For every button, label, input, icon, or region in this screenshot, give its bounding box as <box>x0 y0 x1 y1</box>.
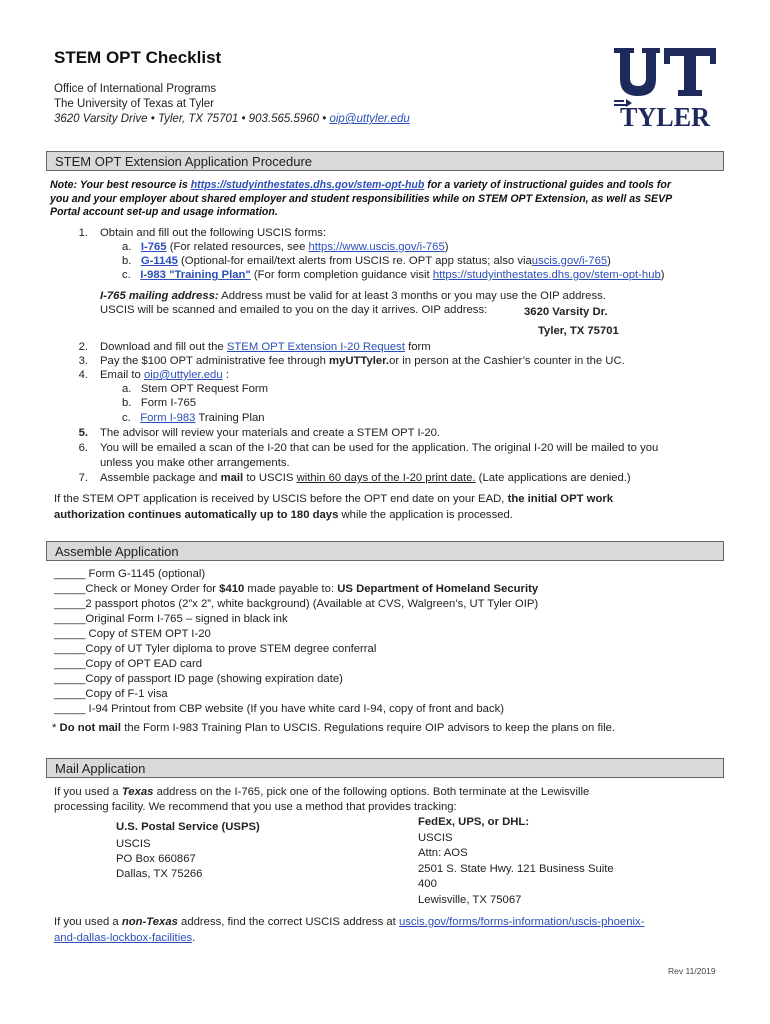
sub-letter: b. <box>122 397 132 409</box>
oip-email-link[interactable]: oip@uttyler.edu <box>143 369 223 381</box>
checklist-text: Copy of UT Tyler diploma to prove STEM degree conferral <box>85 643 377 655</box>
checklist-text: Copy of STEM OPT I-20 <box>85 628 211 640</box>
checklist-blank: _____ <box>54 658 86 670</box>
courier-line: 400 <box>418 878 437 890</box>
step-4-text <box>100 368 229 382</box>
sub-item-1c <box>122 268 665 282</box>
payee-name: US Department of Homeland Security <box>337 583 539 595</box>
checklist-text: Copy of OPT EAD card <box>85 658 202 670</box>
non-texas-line1 <box>54 915 644 929</box>
checklist-text: made payable to: <box>244 583 338 595</box>
sub-text: Stem OPT Request Form <box>140 383 269 395</box>
sub-letter: a. <box>122 383 132 395</box>
revision-date: Rev 11/2019 <box>668 966 716 976</box>
checklist-text: I-94 Printout from CBP website (If you have white card I-94, copy of front and back) <box>85 703 505 715</box>
office-info <box>54 82 410 127</box>
step-number: 5. <box>78 427 88 439</box>
checklist-blank: _____ <box>54 703 86 715</box>
step-number: 1. <box>78 227 88 239</box>
courier-title: FedEx, UPS, or DHL: <box>418 816 530 828</box>
warning-bold: Do not mail <box>56 722 122 734</box>
checklist-item <box>54 612 288 626</box>
checklist-text: Original Form I-765 – signed in black ink <box>85 613 288 625</box>
sub-text: (Optional-for email/text alerts from USCIS re. OPT app status; also via <box>177 255 532 267</box>
logo-tyler-text: TYLER <box>620 102 711 128</box>
checklist-blank: _____ <box>54 613 86 625</box>
section-header-assemble: Assemble Application <box>46 541 724 561</box>
mail-bold: mail <box>220 472 244 484</box>
step-number: 2. <box>78 341 88 353</box>
mailing-label: I-765 mailing address: <box>100 290 219 302</box>
checklist-item <box>54 702 504 716</box>
step-text: to USCIS <box>243 472 297 484</box>
checklist-item <box>54 627 211 641</box>
closing-text: while the application is processed. <box>338 509 513 521</box>
i20-request-link[interactable]: STEM OPT Extension I-20 Request <box>226 341 405 353</box>
checklist-item <box>54 582 538 596</box>
section-header-procedure: STEM OPT Extension Application Procedure <box>46 151 724 171</box>
uscis-i765-short-link[interactable]: uscis.gov/i-765 <box>531 255 608 267</box>
office-email-link[interactable]: oip@uttyler.edu <box>329 113 410 125</box>
i765-link[interactable]: I-765 <box>140 241 167 253</box>
asterisk: * <box>52 722 57 734</box>
stem-opt-hub-link[interactable]: https://studyinthestates.dhs.gov/stem-opt-hub <box>190 179 425 191</box>
sub-item-4a <box>122 382 268 396</box>
step-2-text <box>100 340 431 354</box>
step-number: 7. <box>78 472 88 484</box>
form-i983-link[interactable]: Form I-983 <box>140 412 196 424</box>
sub-text: Training Plan <box>195 412 265 424</box>
sub-letter: b. <box>122 255 132 267</box>
step-6-text-cont: unless you make other arrangements. <box>100 457 290 469</box>
non-texas-line2 <box>54 931 195 945</box>
closing-line2 <box>54 508 513 522</box>
usps-line: Dallas, TX 75266 <box>116 868 203 880</box>
stem-opt-hub-link-2[interactable]: https://studyinthestates.dhs.gov/stem-opt-hub <box>432 269 661 281</box>
step-text: Email to <box>100 369 144 381</box>
step-7-text <box>100 471 631 485</box>
checklist-item <box>54 642 376 656</box>
sub-letter: c. <box>122 269 131 281</box>
checklist-item <box>54 672 343 686</box>
sub-text: ) <box>607 255 611 267</box>
office-name: Office of International Programs <box>54 83 217 95</box>
note-text: Note: Your best resource is <box>50 179 191 191</box>
closing-text: If the STEM OPT application is received by USCIS before the OPT end date on your EAD, <box>54 493 508 505</box>
ut-tyler-logo <box>612 48 718 128</box>
texas-emphasis: Texas <box>121 786 154 798</box>
checklist-blank: _____ <box>54 628 86 640</box>
mail-intro-line2: processing facility. We recommend that you use a method that provides tracking: <box>54 801 457 813</box>
mailing-text: Address must be valid for at least 3 months or you may use the OIP address. <box>218 290 606 302</box>
checklist-item <box>54 597 538 611</box>
step-text: Assemble package and <box>100 472 221 484</box>
step-6-text: You will be emailed a scan of the I-20 that can be used for the application. The original I-20 will be mailed to you <box>100 442 659 454</box>
checklist-blank: _____ <box>54 583 86 595</box>
step-text: form <box>404 341 431 353</box>
sub-letter: a. <box>122 241 132 253</box>
step-text: or in person at the Cashier’s counter in the UC. <box>389 355 625 367</box>
step-3-text <box>100 354 625 368</box>
checklist-blank: _____ <box>54 643 86 655</box>
g1145-link[interactable]: G-1145 <box>140 255 178 267</box>
step-number: 3. <box>78 355 88 367</box>
step-number: 4. <box>78 369 88 381</box>
sub-text: Form I-765 <box>140 397 197 409</box>
checklist-text: Check or Money Order for <box>85 583 220 595</box>
checklist-blank: _____ <box>54 673 86 685</box>
checklist-item <box>54 567 205 581</box>
closing-line1 <box>54 492 613 506</box>
sub-item-4b <box>122 396 196 410</box>
deadline-text: within 60 days of the I-20 print date. <box>296 472 476 484</box>
step-text: Pay the $100 OPT administrative fee through <box>100 355 329 367</box>
checklist-text: Copy of passport ID page (showing expiration date) <box>85 673 343 685</box>
resource-note <box>50 179 722 220</box>
checklist-item <box>54 657 202 671</box>
sub-letter: c. <box>122 412 131 424</box>
sub-item-1a <box>122 240 449 254</box>
page-title: STEM OPT Checklist <box>54 48 222 67</box>
checklist-item <box>54 687 168 701</box>
mailing-address-line1 <box>100 289 606 303</box>
mailing-address-line2: USCIS will be scanned and emailed to you on the day it arrives. OIP address: <box>100 304 488 316</box>
step-number: 6. <box>78 442 88 454</box>
note-text: for a variety of instructional guides and tools for <box>424 179 671 191</box>
fee-amount: $410 <box>219 583 245 595</box>
oip-address-street: 3620 Varsity Dr. <box>524 306 608 318</box>
checklist-text: 2 passport photos (2”x 2”, white background) (Available at CVS, Walgreen’s, UT Tyler OIP) <box>85 598 539 610</box>
checklist-blank: _____ <box>54 688 86 700</box>
university-name: The University of Texas at Tyler <box>54 98 215 110</box>
checklist-blank: _____ <box>54 598 86 610</box>
nontx-text: If you used a <box>54 916 122 928</box>
step-text: : <box>222 369 229 381</box>
usps-title: U.S. Postal Service (USPS) <box>116 821 260 833</box>
usps-line: USCIS <box>116 838 151 850</box>
sub-text: ) <box>444 241 449 253</box>
checklist-text: Form G-1145 (optional) <box>85 568 206 580</box>
sub-text: ) <box>660 269 665 281</box>
step-5-text: The advisor will review your materials and create a STEM OPT I-20. <box>100 427 441 439</box>
closing-bold: the initial OPT work <box>507 493 614 505</box>
non-texas-emphasis: non-Texas <box>121 916 178 928</box>
intro-text: address on the I-765, pick one of the following options. Both terminate at the Lewisville <box>153 786 590 798</box>
step-text: (Late applications are denied.) <box>475 472 631 484</box>
sub-item-1b <box>122 254 611 268</box>
sub-text: (For form completion guidance visit <box>250 269 433 281</box>
sub-item-4c <box>122 411 265 425</box>
office-address <box>54 112 410 127</box>
courier-line: 2501 S. State Hwy. 121 Business Suite <box>418 863 614 875</box>
courier-line: USCIS <box>418 832 453 844</box>
warning-text: the Form I-983 Training Plan to USCIS. Regulations require OIP advisors to keep the plans on file. <box>121 722 616 734</box>
uscis-i765-link[interactable]: https://www.uscis.gov/i-765 <box>308 241 445 253</box>
usps-line: PO Box 660867 <box>116 853 196 865</box>
mail-intro-line1 <box>54 785 589 799</box>
i983-link[interactable]: I-983 "Training Plan" <box>140 269 251 281</box>
do-not-mail-warning <box>52 721 615 735</box>
nontx-text: address, find the correct USCIS address at <box>177 916 399 928</box>
sub-text: (For related resources, see <box>166 241 309 253</box>
period: . <box>192 932 196 944</box>
oip-address-city: Tyler, TX 75701 <box>538 325 619 337</box>
checklist-blank: _____ <box>54 568 86 580</box>
office-address-text: 3620 Varsity Drive • Tyler, TX 75701 • 903.565.5960 • <box>54 113 330 125</box>
step-1-text: Obtain and fill out the following USCIS forms: <box>100 227 327 239</box>
myuttyler-text: myUTTyler. <box>329 355 390 367</box>
note-text: Portal account set-up and usage information. <box>50 206 278 218</box>
lockbox-link-cont[interactable]: and-dallas-lockbox-facilities <box>54 932 193 944</box>
section-header-mail: Mail Application <box>46 758 724 778</box>
checklist-text: Copy of F-1 visa <box>85 688 168 700</box>
intro-text: If you used a <box>54 786 122 798</box>
courier-line: Lewisville, TX 75067 <box>418 894 522 906</box>
step-text: Download and fill out the <box>100 341 227 353</box>
closing-bold: authorization continues automatically up to 180 days <box>54 509 339 521</box>
note-text: you and your employer about shared employer and student responsibilities while on STEM OPT Extension, as well as SEVP <box>50 192 673 205</box>
courier-line: Attn: AOS <box>418 847 468 859</box>
lockbox-link[interactable]: uscis.gov/forms/forms-information/uscis-phoenix- <box>398 916 645 928</box>
